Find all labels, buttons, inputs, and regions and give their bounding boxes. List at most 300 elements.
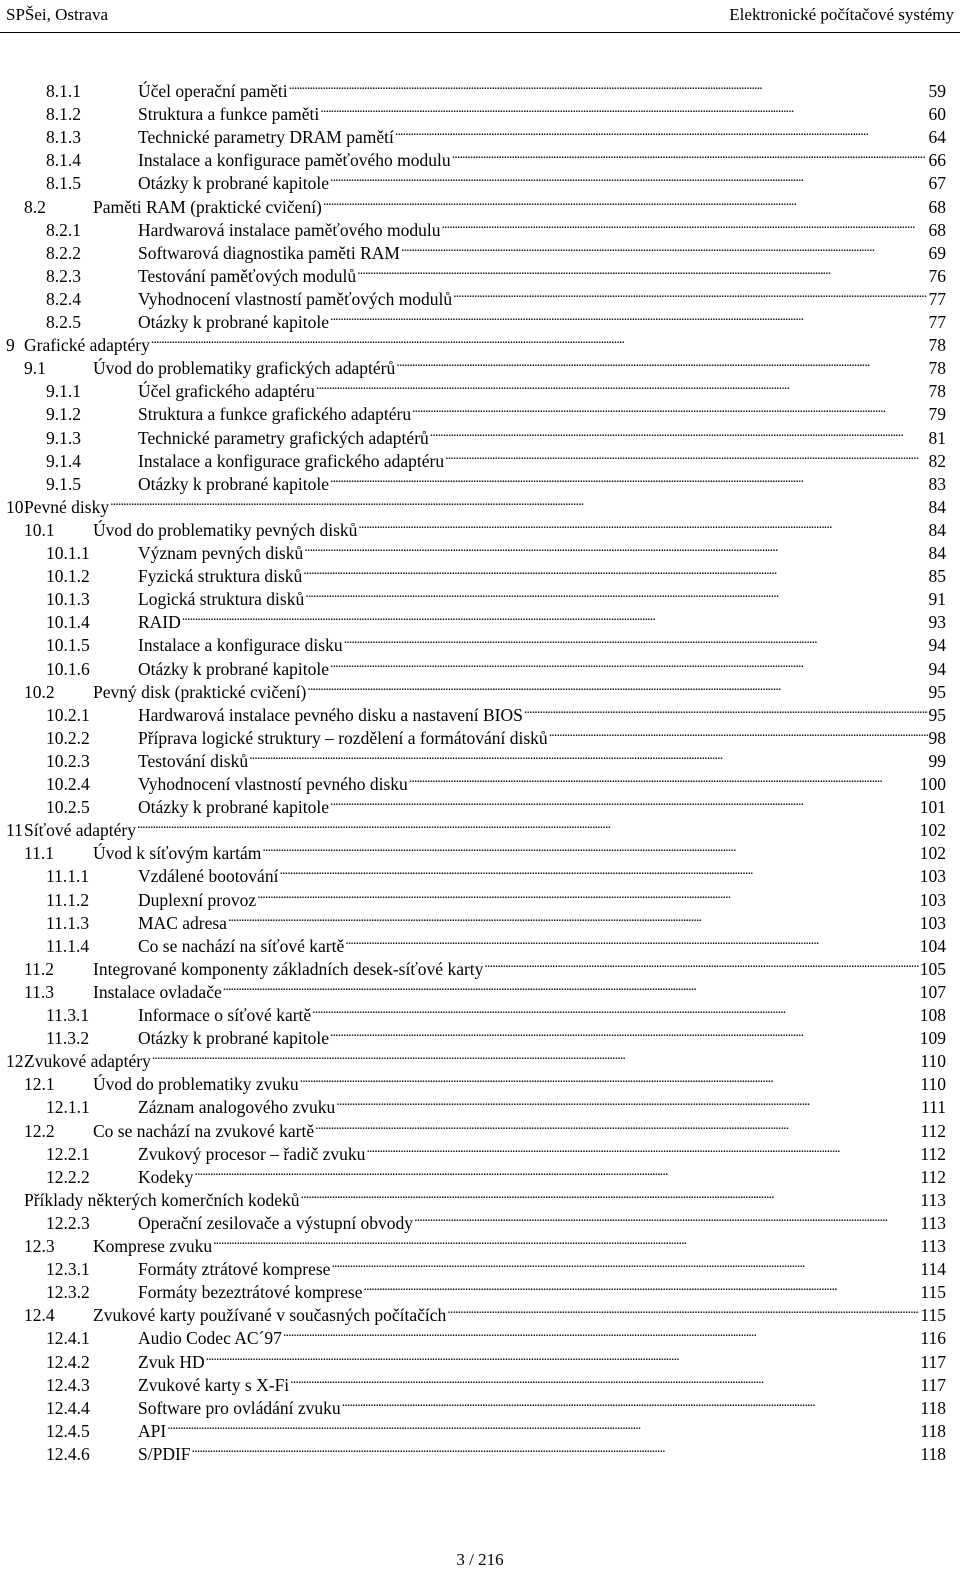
toc-entry-title: Otázky k probrané kapitole: [138, 658, 329, 679]
toc-entry[interactable]: [46, 1090, 946, 1118]
toc-entry-number: 12.4.6: [46, 1443, 90, 1464]
toc-entry-page: 105: [919, 958, 946, 979]
toc-leader-dots: [110, 490, 927, 513]
toc-entry-number: 10.2.2: [46, 727, 90, 748]
toc-entry-page: 67: [928, 173, 946, 194]
toc-leader-dots: [445, 444, 927, 467]
toc-entry-title: Operační zesilovače a výstupní obvody: [138, 1212, 414, 1233]
toc-entry[interactable]: [24, 1114, 946, 1141]
toc-entry-page: 101: [919, 797, 946, 818]
toc-leader-dots: [206, 1345, 920, 1368]
toc-entry-number: 10: [6, 496, 24, 517]
toc-entry-page: 69: [928, 242, 946, 263]
toc-entry-number: 8.2.2: [46, 242, 81, 263]
toc-entry-page: 79: [928, 404, 946, 425]
toc-entry-number: 10.2.1: [46, 704, 90, 725]
toc-leader-dots: [303, 559, 927, 582]
toc-entry-page: 115: [920, 1305, 946, 1326]
toc-entry-title: Účel operační paměti: [138, 81, 288, 101]
toc-entry-number: 11.1: [24, 843, 54, 864]
toc-entry[interactable]: [46, 883, 946, 910]
toc-entry-title: Duplexní provoz: [138, 889, 257, 910]
toc-entry-title: Hardwarová instalace paměťového modulu: [138, 219, 441, 240]
toc-entry[interactable]: [46, 1160, 946, 1187]
toc-entry-number: 8.2: [24, 196, 46, 217]
toc-leader-dots: [336, 1090, 920, 1113]
toc-leader-dots: [524, 698, 928, 721]
toc-leader-dots: [358, 513, 927, 536]
toc-entry-page: 68: [928, 219, 946, 240]
toc-leader-dots: [315, 1114, 919, 1137]
toc-leader-dots: [414, 1206, 919, 1229]
toc-entry-page: 111: [921, 1097, 946, 1118]
toc-entry[interactable]: [46, 305, 946, 332]
toc-entry-page: 104: [919, 935, 946, 956]
toc-entry[interactable]: [46, 559, 946, 587]
toc-entry[interactable]: [24, 975, 946, 1002]
toc-leader-dots: [342, 1391, 920, 1414]
toc-entry[interactable]: [46, 1368, 946, 1395]
toc-entry-title: Instalace a konfigurace disku: [138, 635, 343, 656]
toc-entry-title: Zvukové karty používané v současných počítačích: [93, 1305, 447, 1326]
toc-entry-page: 118: [920, 1420, 946, 1441]
toc-entry-number: 12.4.5: [46, 1420, 90, 1441]
toc-entry[interactable]: [46, 259, 946, 286]
toc-entry-title: Logická struktura disků: [138, 589, 305, 610]
toc-entry-page: 103: [919, 866, 946, 887]
toc-entry-title: Testování disků: [138, 750, 249, 771]
toc-entry[interactable]: [46, 536, 946, 563]
toc-entry-title: Záznam analogového zvuku: [138, 1097, 336, 1118]
toc-entry-title: Kodeky: [138, 1166, 194, 1187]
toc-entry-number: 12.2.2: [46, 1166, 90, 1187]
toc-leader-dots: [257, 883, 919, 906]
toc-entry-page: 94: [928, 658, 946, 679]
toc-entry-title: Zvuk HD: [138, 1351, 205, 1372]
toc-entry-number: 12.4: [24, 1305, 55, 1326]
toc-entry[interactable]: [24, 190, 946, 217]
toc-leader-dots: [364, 1275, 920, 1298]
toc-entry-page: 59: [928, 81, 946, 101]
toc-entry-number: 12.3.2: [46, 1282, 90, 1303]
toc-entry[interactable]: [46, 467, 946, 494]
toc-leader-dots: [344, 628, 928, 651]
toc-entry-number: 10.1.6: [46, 658, 90, 679]
toc-entry-number: 10.2.4: [46, 774, 90, 794]
toc-entry-page: 81: [928, 427, 946, 448]
toc-entry-page: 60: [928, 104, 946, 125]
toc-entry-title: Pevný disk (praktické cvičení): [93, 681, 307, 702]
toc-entry[interactable]: [46, 397, 946, 425]
toc-entry-title: Informace o síťové kartě: [138, 1005, 312, 1025]
toc-entry[interactable]: [24, 1298, 946, 1326]
toc-entry-number: 10.1.3: [46, 589, 90, 610]
page-header: [0, 0, 960, 33]
toc-entry-page: 107: [919, 981, 946, 1002]
toc-entry-title: MAC adresa: [138, 912, 227, 933]
toc-entry-page: 114: [920, 1259, 946, 1280]
toc-entry-number: 11.3: [24, 981, 54, 1002]
toc-entry-page: 85: [928, 566, 946, 587]
toc-entry-number: 12.4.4: [46, 1397, 90, 1418]
toc-entry-page: 84: [928, 496, 946, 517]
toc-entry-number: 9.1.5: [46, 473, 81, 494]
toc-entry[interactable]: [46, 1321, 946, 1349]
header-school: SPŠei, Ostrava: [6, 5, 108, 24]
toc-entry-title: RAID: [138, 612, 181, 633]
toc-entry[interactable]: [24, 1067, 946, 1095]
toc-entry-page: 64: [928, 127, 946, 148]
toc-entry-page: 84: [928, 543, 946, 563]
toc-entry-page: 93: [928, 612, 946, 633]
toc-entry-number: 12.4.2: [46, 1351, 90, 1372]
toc-entry-number: 11: [6, 820, 23, 841]
toc-entry-page: 112: [920, 1143, 946, 1164]
toc-entry-title: Co se nachází na síťové kartě: [138, 935, 345, 956]
toc-entry-number: 12.4.1: [46, 1328, 90, 1349]
toc-entry-title: Význam pevných disků: [138, 543, 304, 563]
toc-leader-dots: [262, 836, 918, 859]
toc-entry-number: 10.1.2: [46, 566, 90, 587]
toc-entry-title: Úvod do problematiky zvuku: [93, 1074, 299, 1095]
toc-entry-number: 12: [6, 1051, 24, 1072]
toc-entry-title: Audio Codec AC´97: [138, 1328, 282, 1349]
toc-entry-number: 11.2: [24, 958, 54, 979]
toc-entry-page: 77: [928, 312, 946, 332]
toc-entry-number: 12.3.1: [46, 1259, 90, 1280]
toc-entry-page: 118: [920, 1397, 946, 1418]
toc-entry-number: 10.2.3: [46, 750, 90, 771]
toc-entry-title: Technické parametry DRAM pamětí: [138, 127, 394, 148]
toc-entry-number: 11.1.4: [46, 935, 90, 956]
toc-entry-number: 9.1.1: [46, 381, 81, 402]
toc-leader-dots: [330, 305, 928, 328]
toc-entry[interactable]: [46, 767, 946, 794]
toc-entry-number: 8.2.1: [46, 219, 81, 240]
toc-leader-dots: [452, 143, 928, 166]
toc-entry-title: Příprava logické struktury – rozdělení a formátování disků: [138, 727, 548, 748]
toc-leader-dots: [316, 374, 928, 397]
toc-entry[interactable]: [46, 1206, 946, 1233]
toc-entry-page: 68: [928, 196, 946, 217]
toc-entry-page: 78: [928, 335, 946, 356]
toc-entry-title: Technické parametry grafických adaptérů: [138, 427, 429, 448]
toc-entry-title: Otázky k probrané kapitole: [138, 173, 329, 194]
toc-entry-number: 11.1.3: [46, 912, 90, 933]
toc-entry-page: 113: [920, 1212, 946, 1233]
toc-entry-title: Otázky k probrané kapitole: [138, 797, 329, 818]
toc-entry-number: 10.2.5: [46, 797, 90, 818]
toc-entry[interactable]: [46, 97, 946, 125]
page-number: 3 / 216: [456, 1550, 504, 1569]
toc-entry-page: 109: [919, 1028, 946, 1049]
toc-entry-number: 10.1: [24, 519, 55, 540]
toc-entry[interactable]: [46, 74, 946, 101]
toc-entry-page: 103: [919, 889, 946, 910]
toc-entry-page: 99: [928, 750, 946, 771]
toc-entry-page: 117: [920, 1351, 946, 1372]
toc-entry-page: 116: [920, 1328, 946, 1349]
toc-entry-page: 98: [928, 727, 946, 748]
toc-entry-page: 78: [928, 381, 946, 402]
toc-leader-dots: [396, 351, 927, 374]
toc-entry-page: 77: [928, 288, 946, 309]
toc-entry-page: 94: [928, 635, 946, 656]
toc-leader-dots: [330, 652, 928, 675]
toc-entry-number: 8.2.4: [46, 288, 81, 309]
toc-entry-title: Vyhodnocení vlastností paměťových modulů: [138, 288, 453, 309]
toc-entry-title: Příklady některých komerčních kodeků: [24, 1189, 300, 1210]
toc-entry-title: Síťové adaptéry: [24, 820, 136, 841]
toc-entry[interactable]: [46, 421, 946, 448]
toc-entry-title: Instalace a konfigurace grafického adaptéru: [138, 450, 445, 471]
toc-entry-title: Testování paměťových modulů: [138, 265, 357, 286]
toc-entry-page: 66: [928, 150, 946, 171]
toc-leader-dots: [549, 721, 928, 744]
toc-entry[interactable]: [46, 1437, 946, 1464]
toc-entry-page: 102: [919, 843, 946, 864]
toc-leader-dots: [484, 952, 918, 975]
toc-entry-page: 117: [920, 1374, 946, 1395]
toc-entry-title: Otázky k probrané kapitole: [138, 473, 329, 494]
toc-entry-title: S/PDIF: [138, 1443, 191, 1464]
toc-entry[interactable]: [46, 998, 946, 1025]
toc-entry[interactable]: [46, 282, 946, 309]
toc-entry-number: 9: [6, 335, 15, 356]
toc-entry-title: Otázky k probrané kapitole: [138, 1028, 329, 1049]
toc-leader-dots: [167, 1414, 919, 1437]
toc-entry-title: Integrované komponenty základních desek-síťové karty: [93, 958, 484, 979]
toc-entry-number: 12.1: [24, 1074, 55, 1095]
toc-entry-title: Účel grafického adaptéru: [138, 381, 315, 402]
toc-leader-dots: [290, 1368, 919, 1391]
toc-leader-dots: [412, 397, 927, 420]
toc-entry-title: API: [138, 1420, 167, 1441]
toc-entry-number: 11.1.1: [46, 866, 90, 887]
toc-leader-dots: [323, 190, 928, 213]
toc-entry-title: Softwarová diagnostika paměti RAM: [138, 242, 400, 263]
toc-leader-dots: [301, 1183, 920, 1206]
toc-leader-dots: [330, 166, 928, 189]
toc-entry-title: Vyhodnocení vlastností pevného disku: [138, 774, 408, 794]
toc-entry-title: Úvod do problematiky grafických adaptérů: [93, 358, 396, 379]
toc-entry-number: 12.1.1: [46, 1097, 90, 1118]
toc-entry-page: 113: [920, 1236, 946, 1256]
toc-entry-number: 8.1.1: [46, 81, 81, 101]
toc-entry-page: 82: [928, 450, 946, 471]
toc-entry-number: 10.1.1: [46, 543, 90, 563]
toc-entry-page: 84: [928, 519, 946, 540]
toc-entry[interactable]: [46, 374, 946, 402]
toc-leader-dots: [283, 1321, 920, 1344]
toc-leader-dots: [192, 1437, 920, 1460]
toc-leader-dots: [330, 467, 928, 490]
toc-entry[interactable]: [46, 143, 946, 171]
toc-leader-dots: [320, 97, 927, 120]
toc-leader-dots: [194, 1160, 919, 1183]
toc-leader-dots: [441, 213, 927, 236]
toc-entry[interactable]: [46, 166, 946, 194]
toc-entry[interactable]: [46, 790, 946, 818]
toc-entry-title: Paměti RAM (praktické cvičení): [93, 196, 322, 217]
toc-entry-page: 115: [920, 1282, 946, 1303]
toc-leader-dots: [401, 236, 928, 259]
header-subject: Elektronické počítačové systémy: [729, 5, 954, 24]
toc-entry[interactable]: [46, 1275, 946, 1303]
toc-entry[interactable]: [46, 1252, 946, 1280]
toc-entry-page: 110: [920, 1074, 946, 1095]
toc-entry-title: Struktura a funkce paměti: [138, 104, 320, 125]
toc-entry-page: 103: [919, 912, 946, 933]
toc-entry-number: 12.4.3: [46, 1374, 90, 1395]
toc-entry-number: 9.1.3: [46, 427, 81, 448]
toc-entry[interactable]: [46, 721, 946, 748]
toc-leader-dots: [345, 929, 919, 952]
toc-leader-dots: [279, 859, 918, 882]
toc-entry-title: Instalace a konfigurace paměťového modulu: [138, 150, 451, 171]
toc-entry[interactable]: [46, 859, 946, 887]
toc-entry-title: Struktura a funkce grafického adaptéru: [138, 404, 412, 425]
toc-entry[interactable]: [6, 490, 946, 517]
toc-entry[interactable]: [46, 906, 946, 933]
toc-entry-number: 11.1.2: [46, 889, 90, 910]
toc-entry-page: 95: [928, 704, 946, 725]
toc-entry-number: 12.2: [24, 1120, 55, 1141]
toc-entry-page: 113: [920, 1189, 946, 1210]
toc-entry-page: 102: [919, 820, 946, 841]
toc-entry[interactable]: [6, 328, 946, 356]
toc-entry-page: 76: [928, 265, 946, 286]
toc-entry-page: 112: [920, 1166, 946, 1187]
toc-entry[interactable]: [24, 675, 946, 702]
toc-entry-number: 11.3.2: [46, 1028, 90, 1049]
toc-entry-page: 108: [919, 1005, 946, 1025]
toc-leader-dots: [213, 1229, 919, 1252]
toc-entry[interactable]: [46, 1021, 946, 1049]
toc-entry-number: 9.1.4: [46, 450, 81, 471]
toc-entry-number: 8.1.3: [46, 127, 81, 148]
toc-entry[interactable]: [46, 1391, 946, 1418]
toc-entry[interactable]: [6, 1044, 946, 1072]
toc-entry-page: 112: [920, 1120, 946, 1141]
toc-entry-number: 10.2: [24, 681, 55, 702]
toc-entry-number: 8.1.5: [46, 173, 81, 194]
toc-entry-page: 110: [920, 1051, 946, 1072]
toc-entry[interactable]: [24, 952, 946, 979]
toc-entry-number: 8.1.4: [46, 150, 81, 171]
toc-entry-title: Instalace ovladače: [93, 981, 222, 1002]
toc-entry[interactable]: [46, 744, 946, 771]
toc-leader-dots: [366, 1137, 919, 1160]
toc-entry-title: Hardwarová instalace pevného disku a nastavení BIOS: [138, 704, 523, 725]
toc-entry-number: 8.2.3: [46, 265, 81, 286]
toc-entry-page: 83: [928, 473, 946, 494]
toc-entry-title: Pevné disky: [24, 496, 110, 517]
toc-entry-page: 100: [919, 774, 946, 794]
toc-entry-title: Co se nachází na zvukové kartě: [93, 1120, 315, 1141]
toc-entry-title: Komprese zvuku: [93, 1236, 213, 1256]
toc-leader-dots: [305, 582, 927, 605]
toc-entry-title: Otázky k probrané kapitole: [138, 312, 329, 332]
toc-entry-number: 12.3: [24, 1236, 55, 1256]
toc-entry-page: 95: [928, 681, 946, 702]
toc-entry-title: Formáty ztrátové komprese: [138, 1259, 331, 1280]
toc-entry[interactable]: [46, 582, 946, 610]
toc-entry-number: 9.1.2: [46, 404, 81, 425]
toc-leader-dots: [289, 74, 928, 97]
toc-leader-dots: [228, 906, 919, 929]
toc-entry-title: Vzdálené bootování: [138, 866, 279, 887]
toc-leader-dots: [409, 767, 919, 790]
toc-entry-number: 8.2.5: [46, 312, 81, 332]
toc-leader-dots: [151, 328, 928, 351]
toc-leader-dots: [331, 1252, 919, 1275]
toc-leader-dots: [223, 975, 919, 998]
toc-entry-number: 10.1.5: [46, 635, 90, 656]
toc-leader-dots: [447, 1298, 919, 1321]
toc-entry-title: Zvukové karty s X-Fi: [138, 1374, 290, 1395]
toc-entry-title: Úvod k síťovým kartám: [93, 843, 262, 864]
toc-entry[interactable]: [46, 1345, 946, 1372]
toc-entry-number: 11.3.1: [46, 1005, 90, 1025]
toc-entry[interactable]: [46, 698, 946, 725]
toc-entry[interactable]: [46, 652, 946, 679]
toc-leader-dots: [357, 259, 927, 282]
toc-leader-dots: [395, 120, 928, 143]
toc-leader-dots: [453, 282, 927, 305]
toc-entry-title: Úvod do problematiky pevných disků: [93, 519, 358, 540]
toc-entry[interactable]: [46, 213, 946, 240]
toc-entry[interactable]: [46, 929, 946, 956]
toc-entry[interactable]: [24, 1229, 946, 1256]
toc-entry-number: 8.1.2: [46, 104, 81, 125]
toc-entry-title: Fyzická struktura disků: [138, 566, 303, 587]
toc-entry-title: Software pro ovládání zvuku: [138, 1397, 341, 1418]
toc-entry-number: 10.1.4: [46, 612, 90, 633]
toc-leader-dots: [249, 744, 927, 767]
toc-entry-page: 78: [928, 358, 946, 379]
toc-leader-dots: [430, 421, 928, 444]
toc-entry[interactable]: [24, 836, 946, 864]
toc-entry[interactable]: [6, 813, 946, 841]
toc-entry[interactable]: [24, 1183, 946, 1210]
toc-entry[interactable]: [46, 1137, 946, 1164]
toc-leader-dots: [182, 605, 928, 628]
toc-leader-dots: [307, 675, 927, 698]
toc-entry[interactable]: [24, 351, 946, 379]
toc-entry[interactable]: [46, 236, 946, 263]
toc-leader-dots: [330, 790, 919, 813]
toc-entry[interactable]: [46, 628, 946, 656]
toc-leader-dots: [312, 998, 919, 1021]
toc-entry[interactable]: [46, 444, 946, 471]
toc-leader-dots: [300, 1067, 920, 1090]
toc-entry-number: 9.1: [24, 358, 46, 379]
toc-leader-dots: [152, 1044, 920, 1067]
toc-entry[interactable]: [46, 1414, 946, 1441]
toc-entry-title: Zvukové adaptéry: [24, 1051, 151, 1072]
toc-leader-dots: [330, 1021, 919, 1044]
toc-entry-title: Zvukový procesor – řadič zvuku: [138, 1143, 366, 1164]
toc-entry-number: 12.2.3: [46, 1212, 90, 1233]
toc-entry[interactable]: [24, 513, 946, 540]
toc-entry-title: Formáty bezeztrátové komprese: [138, 1282, 363, 1303]
toc-entry-number: 12.2.1: [46, 1143, 90, 1164]
toc-entry-title: Grafické adaptéry: [24, 335, 150, 356]
toc-entry[interactable]: [46, 120, 946, 148]
toc-leader-dots: [304, 536, 927, 559]
toc-entry[interactable]: [46, 605, 946, 633]
